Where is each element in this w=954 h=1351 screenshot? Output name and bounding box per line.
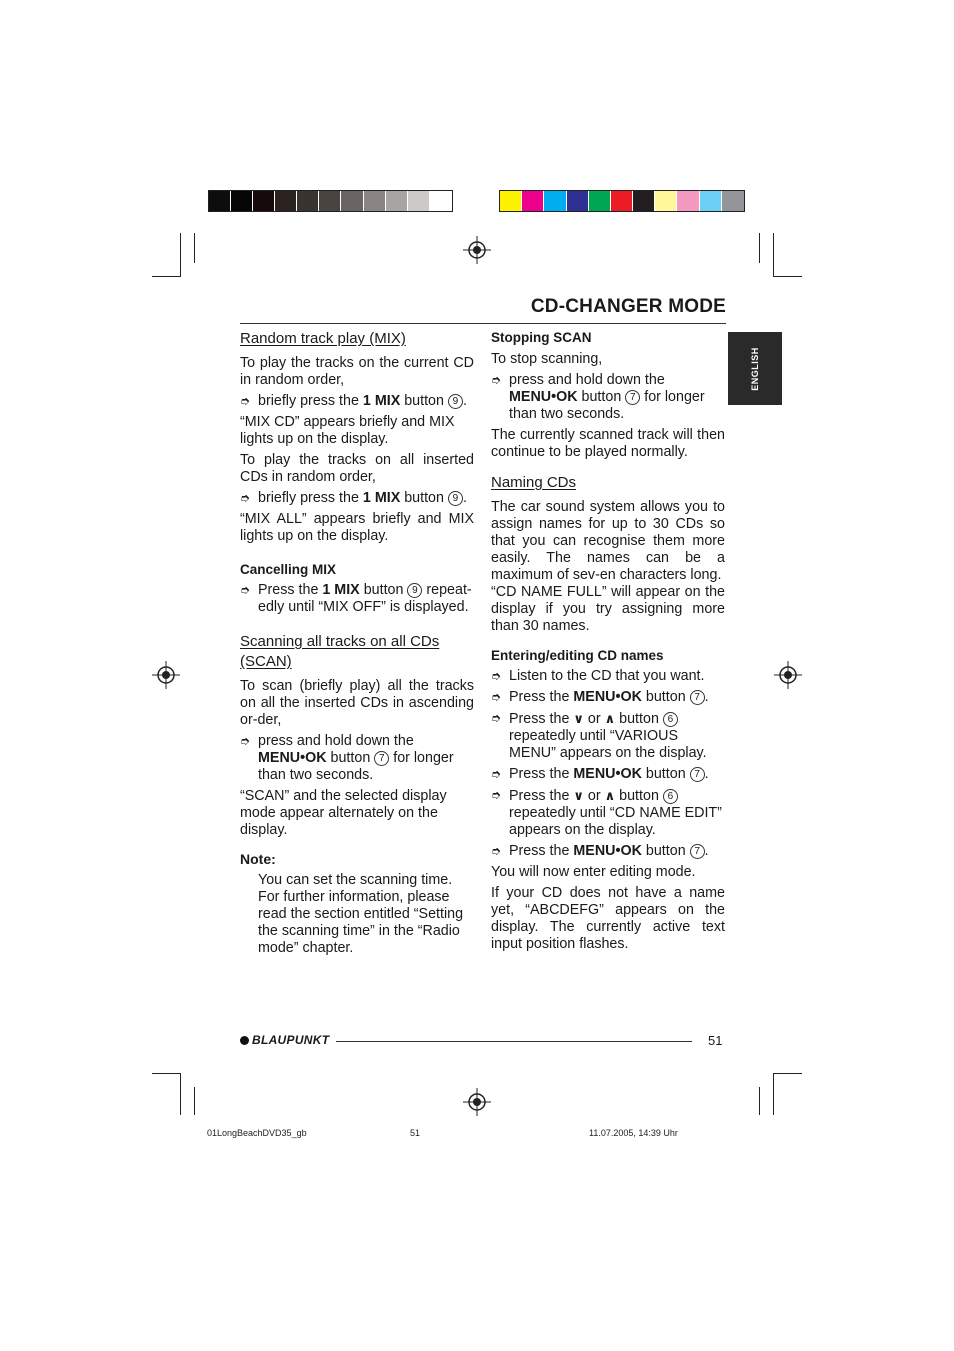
chevron-up-icon: ∧ xyxy=(604,788,616,803)
arrow-icon: ➮ xyxy=(491,711,502,725)
crop-mark xyxy=(759,1087,760,1115)
language-tab xyxy=(728,332,782,405)
brand-dot-icon xyxy=(240,1036,249,1045)
step-text: Press the xyxy=(509,843,574,859)
paragraph: The car sound system allows you to assign names for up to 30 CDs so that you can recognise them more easily. The names can be a maximum of sev-en characters long. xyxy=(491,499,725,583)
crop-mark xyxy=(180,1073,181,1115)
step-text: for longer than two seconds. xyxy=(509,389,705,422)
arrow-icon: ➮ xyxy=(240,734,251,748)
step-text: for longer than two seconds. xyxy=(258,750,454,783)
arrow-icon: ➮ xyxy=(491,767,502,781)
color-swatch xyxy=(430,191,452,211)
crop-mark xyxy=(194,1087,195,1115)
button-number-badge: 7 xyxy=(625,390,640,405)
paragraph: If your CD does not have a name yet, “ABCDEFG” appears on the display. The currently active text input position flashes. xyxy=(491,885,725,952)
subheading-editing: Entering/editing CD names xyxy=(491,648,664,663)
paragraph: “MIX CD” appears briefly and MIX lights up on the display. xyxy=(240,414,455,447)
arrow-icon: ➮ xyxy=(491,669,502,683)
color-swatch xyxy=(722,191,744,211)
color-swatch xyxy=(364,191,386,211)
color-swatch xyxy=(275,191,297,211)
note-body: You can set the scanning time. For further information, please read the section entitled “Setting the scanning time” in the “Radio mode” chapter. xyxy=(258,872,464,956)
button-name: MENU•OK xyxy=(573,766,642,782)
step-text: button xyxy=(326,750,375,766)
step-text: repeatedly until “CD NAME EDIT” appears on the display. xyxy=(509,805,722,838)
step-text: . xyxy=(704,843,709,859)
button-number-badge: 9 xyxy=(407,583,422,598)
instruction-step xyxy=(491,372,725,423)
color-swatch xyxy=(231,191,253,211)
subheading-stopping-scan: Stopping SCAN xyxy=(491,330,592,345)
color-swatch xyxy=(567,191,589,211)
right-column xyxy=(491,329,725,957)
paragraph: To scan (briefly play) all the tracks on all the inserted CDs in ascending or-der, xyxy=(240,678,474,728)
step-text: button xyxy=(641,689,690,705)
step-text: button xyxy=(400,393,448,409)
step-text: button xyxy=(615,788,663,804)
arrow-icon: ➮ xyxy=(240,583,251,597)
instruction-step xyxy=(491,689,725,706)
button-number-badge: 6 xyxy=(663,712,678,727)
button-number-badge: 7 xyxy=(690,844,705,859)
grayscale-calibration-bar xyxy=(208,190,453,212)
instruction-step xyxy=(240,733,474,784)
crop-mark xyxy=(773,276,802,277)
button-name: MENU•OK xyxy=(258,750,327,766)
color-calibration-bar xyxy=(499,190,745,212)
step-text: . xyxy=(462,393,467,409)
section-heading-mix: Random track play (MIX) xyxy=(240,330,406,347)
print-page-number: 51 xyxy=(410,1128,421,1138)
button-number-badge: 7 xyxy=(690,767,705,782)
page-title: CD-CHANGER MODE xyxy=(530,296,726,317)
step-text: Press the xyxy=(509,766,574,782)
step-text: Press the xyxy=(509,711,574,727)
paragraph: To play the tracks on all inserted CDs in random order, xyxy=(240,452,474,485)
button-name: MENU•OK xyxy=(573,843,642,859)
crop-mark xyxy=(152,1073,180,1074)
subheading-cancelling-mix: Cancelling MIX xyxy=(240,562,337,577)
instruction-step xyxy=(491,766,725,783)
color-swatch xyxy=(297,191,319,211)
step-text: button xyxy=(641,766,690,782)
step-text: button xyxy=(641,843,690,859)
button-number-badge: 7 xyxy=(690,690,705,705)
footer-rule xyxy=(336,1041,692,1042)
chevron-down-icon: ∨ xyxy=(573,788,584,803)
color-swatch xyxy=(611,191,633,211)
color-swatch xyxy=(500,191,522,211)
registration-mark-icon xyxy=(463,236,491,264)
instruction-step xyxy=(240,393,474,410)
step-text: Listen to the CD that you want. xyxy=(509,668,705,684)
step-text: button xyxy=(359,582,408,598)
paragraph: To stop scanning, xyxy=(491,351,603,367)
color-swatch xyxy=(408,191,430,211)
instruction-step xyxy=(491,710,725,762)
step-text: button xyxy=(615,711,663,727)
step-text: repeatedly until “VARIOUS MENU” appears on the display. xyxy=(509,728,707,761)
button-name: 1 MIX xyxy=(362,393,401,409)
title-rule xyxy=(240,323,726,324)
step-text: Press the xyxy=(509,788,574,804)
instruction-step xyxy=(491,668,725,685)
step-text: Press the xyxy=(509,689,574,705)
button-name: 1 MIX xyxy=(322,582,360,598)
step-text: or xyxy=(583,788,605,804)
step-text: repeat-edly until “MIX OFF” is displayed. xyxy=(258,582,472,615)
button-number-badge: 6 xyxy=(663,789,678,804)
crop-mark xyxy=(152,276,180,277)
print-file-name: 01LongBeachDVD35_gb xyxy=(207,1128,307,1138)
arrow-icon: ➮ xyxy=(240,394,251,408)
step-text: Press the xyxy=(258,582,323,598)
registration-mark-icon xyxy=(463,1088,491,1116)
arrow-icon: ➮ xyxy=(491,373,502,387)
color-swatch xyxy=(253,191,275,211)
instruction-step xyxy=(491,787,725,839)
paragraph: You will now enter editing mode. xyxy=(491,864,696,880)
instruction-step xyxy=(491,843,725,860)
left-column xyxy=(240,329,474,961)
crop-mark xyxy=(773,233,774,277)
color-swatch xyxy=(655,191,677,211)
crop-mark xyxy=(759,233,760,263)
color-swatch xyxy=(677,191,699,211)
step-text: . xyxy=(462,490,467,506)
step-text: . xyxy=(704,689,709,705)
registration-mark-icon xyxy=(774,661,802,689)
instruction-step xyxy=(240,490,474,507)
button-number-badge: 9 xyxy=(448,491,463,506)
page-number: 51 xyxy=(708,1033,723,1048)
chevron-down-icon: ∨ xyxy=(573,711,584,726)
language-label: ENGLISH xyxy=(750,346,760,391)
color-swatch xyxy=(319,191,341,211)
step-text: . xyxy=(704,766,709,782)
paragraph: “SCAN” and the selected display mode appear alternately on the display. xyxy=(240,788,447,838)
step-text: or xyxy=(583,711,605,727)
step-text: briefly press the xyxy=(258,490,363,506)
chevron-up-icon: ∧ xyxy=(604,711,616,726)
arrow-icon: ➮ xyxy=(491,788,502,802)
brand-name: BLAUPUNKT xyxy=(252,1033,330,1047)
note-heading: Note: xyxy=(240,851,276,867)
color-swatch xyxy=(700,191,722,211)
color-swatch xyxy=(522,191,544,211)
registration-mark-icon xyxy=(152,661,180,689)
color-swatch xyxy=(386,191,408,211)
step-text: button xyxy=(577,389,626,405)
button-name: 1 MIX xyxy=(362,490,401,506)
button-number-badge: 7 xyxy=(374,751,389,766)
button-name: MENU•OK xyxy=(573,689,642,705)
instruction-step xyxy=(240,582,474,616)
color-swatch xyxy=(209,191,231,211)
paragraph: The currently scanned track will then continue to be played normally. xyxy=(491,427,725,460)
step-text: press and hold down the xyxy=(258,733,414,749)
brand-logo xyxy=(240,1033,329,1047)
button-number-badge: 9 xyxy=(448,394,463,409)
crop-mark xyxy=(773,1073,774,1115)
button-name: MENU•OK xyxy=(509,389,578,405)
print-date: 11.07.2005, 14:39 Uhr xyxy=(589,1128,678,1138)
paragraph: “CD NAME FULL” will appear on the display if you try assigning more than 30 names. xyxy=(491,584,725,634)
crop-mark xyxy=(194,233,195,263)
arrow-icon: ➮ xyxy=(240,491,251,505)
crop-mark xyxy=(773,1073,802,1074)
section-heading-naming: Naming CDs xyxy=(491,474,577,491)
paragraph: “MIX ALL” appears briefly and MIX lights up on the display. xyxy=(240,511,474,544)
color-swatch xyxy=(341,191,363,211)
section-heading-scan: Scanning all tracks on all CDs (SCAN) xyxy=(240,633,440,670)
arrow-icon: ➮ xyxy=(491,690,502,704)
step-text: button xyxy=(400,490,448,506)
color-swatch xyxy=(633,191,655,211)
step-text: press and hold down the xyxy=(509,372,665,388)
crop-mark xyxy=(180,233,181,277)
color-swatch xyxy=(544,191,566,211)
arrow-icon: ➮ xyxy=(491,844,502,858)
color-swatch xyxy=(589,191,611,211)
paragraph: To play the tracks on the current CD in random order, xyxy=(240,355,474,388)
step-text: briefly press the xyxy=(258,393,363,409)
